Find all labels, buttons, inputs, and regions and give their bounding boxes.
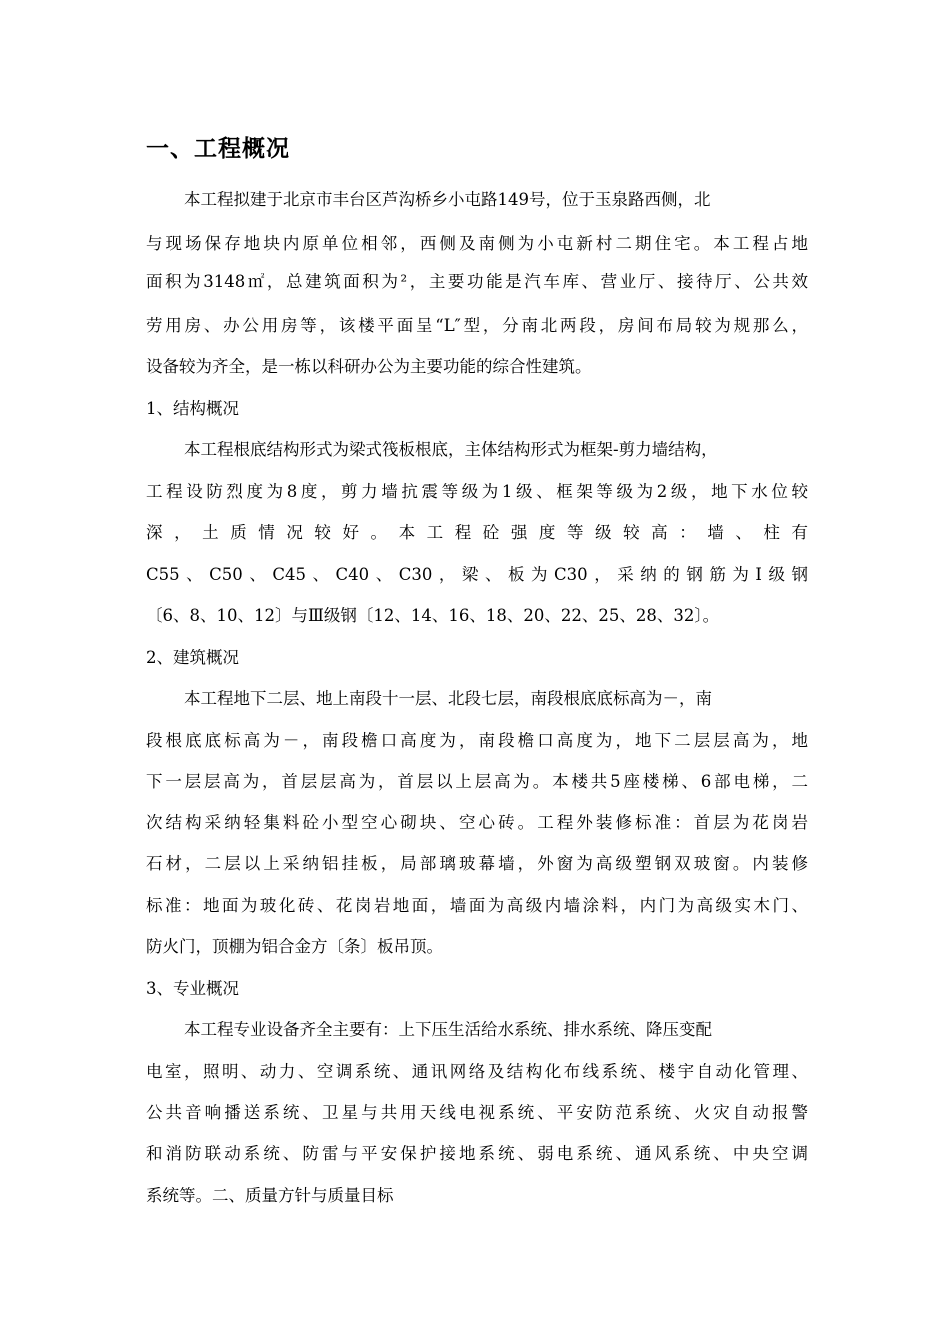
- subsection-title-structure: 1、结构概况: [146, 399, 239, 418]
- overview-line: 面积为3148㎡，总建筑面积为²，主要功能是汽车库、营业厅、接待厅、公共效: [146, 272, 808, 291]
- architecture-line: 下一层层高为，首层层高为，首层以上层高为。本楼共5座楼梯、6部电梯，二: [146, 772, 808, 791]
- subsection-title-specialty: 3、专业概况: [146, 979, 239, 998]
- architecture-line: 本工程地下二层、地上南段十一层、北段七层，南段根底底标高为－，南: [184, 689, 712, 708]
- architecture-line: 次结构采纳轻集料砼小型空心砌块、空心砖。工程外装修标准：首层为花岗岩: [146, 813, 808, 832]
- architecture-line: 段根底底标高为－，南段檐口高度为，南段檐口高度为，地下二层层高为，地: [146, 731, 808, 750]
- specialty-line: 公共音响播送系统、卫星与共用天线电视系统、平安防范系统、火灾自动报警: [146, 1103, 808, 1122]
- architecture-line: 防火门，顶棚为铝合金方〔条〕板吊顶。: [146, 937, 443, 956]
- subsection-title-architecture: 2、建筑概况: [146, 648, 239, 667]
- structure-line: 本工程根底结构形式为梁式筏板根底，主体结构形式为框架-剪力墙结构，: [184, 440, 718, 459]
- structure-line: C55、C50、C45、C40、C30，梁、板为C30，采纳的钢筋为Ⅰ级钢: [146, 565, 808, 584]
- architecture-line: 石材，二层以上采纳铝挂板，局部璃玻幕墙，外窗为高级塑钢双玻窗。内装修: [146, 854, 808, 873]
- overview-line: 与现场保存地块内原单位相邻，西侧及南侧为小屯新村二期住宅。本工程占地: [146, 234, 808, 253]
- specialty-line: 和消防联动系统、防雷与平安保护接地系统、弱电系统、通风系统、中央空调: [146, 1144, 808, 1163]
- structure-line: 工程设防烈度为8度，剪力墙抗震等级为1级、框架等级为2级，地下水位较: [146, 482, 808, 501]
- structure-line: 〔6、8、10、12〕与Ⅲ级钢〔12、14、16、18、20、22、25、28、32〕。: [146, 606, 720, 625]
- structure-line: 深，土质情况较好。本工程砼强度等级较高：墙、柱有: [146, 523, 808, 542]
- architecture-line: 标准：地面为玻化砖、花岗岩地面，墙面为高级内墙涂料，内门为高级实木门、: [146, 896, 808, 915]
- overview-line: 设备较为齐全，是一栋以科研办公为主要功能的综合性建筑。: [146, 357, 592, 376]
- overview-line: 劳用房、办公用房等，该楼平面呈“L″型，分南北两段，房间布局较为规那么，: [146, 316, 808, 335]
- section-heading: 一、工程概况: [146, 136, 290, 162]
- overview-line: 本工程拟建于北京市丰台区芦沟桥乡小屯路149号，位于玉泉路西侧，北: [184, 190, 711, 209]
- specialty-line: 系统等。二、质量方针与质量目标: [146, 1186, 394, 1205]
- specialty-line: 本工程专业设备齐全主要有：上下压生活给水系统、排水系统、降压变配: [184, 1020, 712, 1039]
- specialty-line: 电室，照明、动力、空调系统、通讯网络及结构化布线系统、楼宇自动化管理、: [146, 1062, 808, 1081]
